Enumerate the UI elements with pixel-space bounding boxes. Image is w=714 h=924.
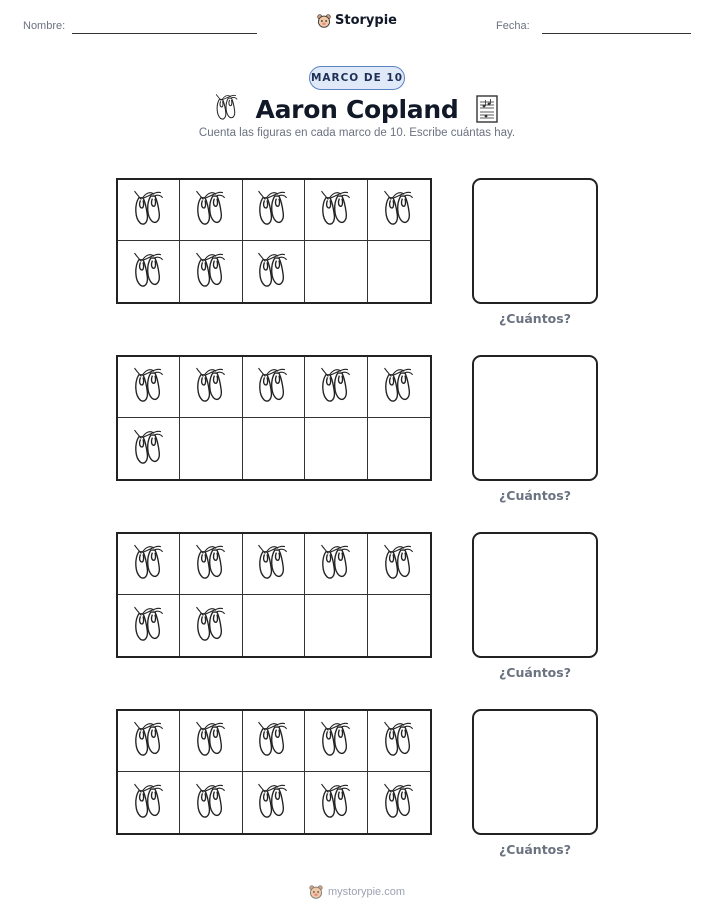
ten-frame-cell [180,595,242,656]
ballet-shoes-icon [256,189,290,231]
ballet-shoes-icon [256,782,290,824]
ballet-shoes-icon [256,543,290,585]
ten-frame-cell [368,418,430,479]
ten-frame-cell [243,241,305,302]
ballet-shoes-icon [256,251,290,293]
ten-frame-cell [368,357,430,418]
ballet-shoes-icon [256,366,290,408]
sheet-music-icon [474,94,500,124]
ballet-shoes-icon [194,251,228,293]
name-label: Nombre: [23,20,66,32]
ballet-shoes-icon [132,251,166,293]
answer-box[interactable] [472,178,598,304]
ten-frame-cell [243,595,305,656]
ballet-shoes-icon [132,428,166,470]
ten-frame-cell [305,711,367,772]
ten-frame-cell [305,418,367,479]
ballet-shoes-icon [132,366,166,408]
ballet-shoes-icon [194,543,228,585]
brand-logo [0,13,714,28]
ballet-shoes-icon [132,605,166,647]
ten-frame-cell [243,357,305,418]
ten-frame-cell [368,595,430,656]
ten-frame-cell [118,241,180,302]
ballet-shoes-icon [194,782,228,824]
answer-label: ¿Cuántos? [499,488,571,503]
answer-box[interactable] [472,355,598,481]
title-row [0,90,714,128]
ten-frame-cell [180,357,242,418]
ten-frame-cell [243,534,305,595]
ten-frame [116,709,432,835]
name-line[interactable] [72,33,257,34]
brand-name: Storypie [335,13,397,28]
answer-box[interactable] [472,532,598,658]
bear-mascot-icon [317,14,331,28]
ten-frame-cell [243,418,305,479]
ten-frame-cell [118,418,180,479]
ten-frame-cell [118,711,180,772]
ballet-shoes-icon [194,189,228,231]
ten-frame-cell [180,418,242,479]
ten-frame-cell [368,241,430,302]
ballet-shoes-icon [382,543,416,585]
ten-frame-cell [180,772,242,833]
ballet-shoes-icon [256,720,290,762]
ten-frame-cell [118,595,180,656]
ten-frame-cell [368,772,430,833]
ten-frame-cell [305,357,367,418]
ten-frame-cell [368,180,430,241]
footer [0,885,714,899]
ten-frame-cell [180,711,242,772]
ballet-shoes-icon [319,720,353,762]
ballet-shoes-icon [194,720,228,762]
ten-frame-cell [243,711,305,772]
ballet-shoes-icon [132,782,166,824]
ten-frame-cell [118,180,180,241]
footer-url[interactable]: mystorypie.com [327,886,406,898]
instructions: Cuenta las figuras en cada marco de 10. Escribe cuántas hay. [198,127,516,139]
ten-frame-cell [305,241,367,302]
ballet-shoes-icon [319,543,353,585]
ballet-shoes-icon [382,189,416,231]
ten-frame-cell [368,711,430,772]
date-line[interactable] [542,33,691,34]
page-title: Aaron Copland [255,94,459,124]
ballet-shoes-icon [319,189,353,231]
ballet-shoes-icon [214,93,240,125]
ten-frame-cell [305,772,367,833]
answer-label: ¿Cuántos? [499,842,571,857]
worksheet-type-badge: MARCO DE 10 [309,66,405,90]
ten-frame-cell [305,180,367,241]
ballet-shoes-icon [194,366,228,408]
ten-frame [116,532,432,658]
ballet-shoes-icon [319,366,353,408]
ballet-shoes-icon [382,782,416,824]
ten-frame-cell [180,180,242,241]
ten-frame-cell [180,241,242,302]
ten-frame-cell [118,772,180,833]
ballet-shoes-icon [132,189,166,231]
ballet-shoes-icon [382,720,416,762]
ten-frame-cell [305,595,367,656]
ten-frame [116,355,432,481]
ten-frame-cell [243,180,305,241]
ballet-shoes-icon [132,720,166,762]
ballet-shoes-icon [194,605,228,647]
ballet-shoes-icon [382,366,416,408]
answer-label: ¿Cuántos? [499,665,571,680]
ten-frame-cell [180,534,242,595]
ten-frame-cell [118,534,180,595]
ten-frame [116,178,432,304]
ten-frame-cell [118,357,180,418]
bear-mascot-icon [309,885,323,899]
ten-frame-cell [243,772,305,833]
date-label: Fecha: [496,20,530,32]
ten-frame-cell [368,534,430,595]
answer-label: ¿Cuántos? [499,311,571,326]
ballet-shoes-icon [319,782,353,824]
ten-frame-cell [305,534,367,595]
ballet-shoes-icon [132,543,166,585]
answer-box[interactable] [472,709,598,835]
